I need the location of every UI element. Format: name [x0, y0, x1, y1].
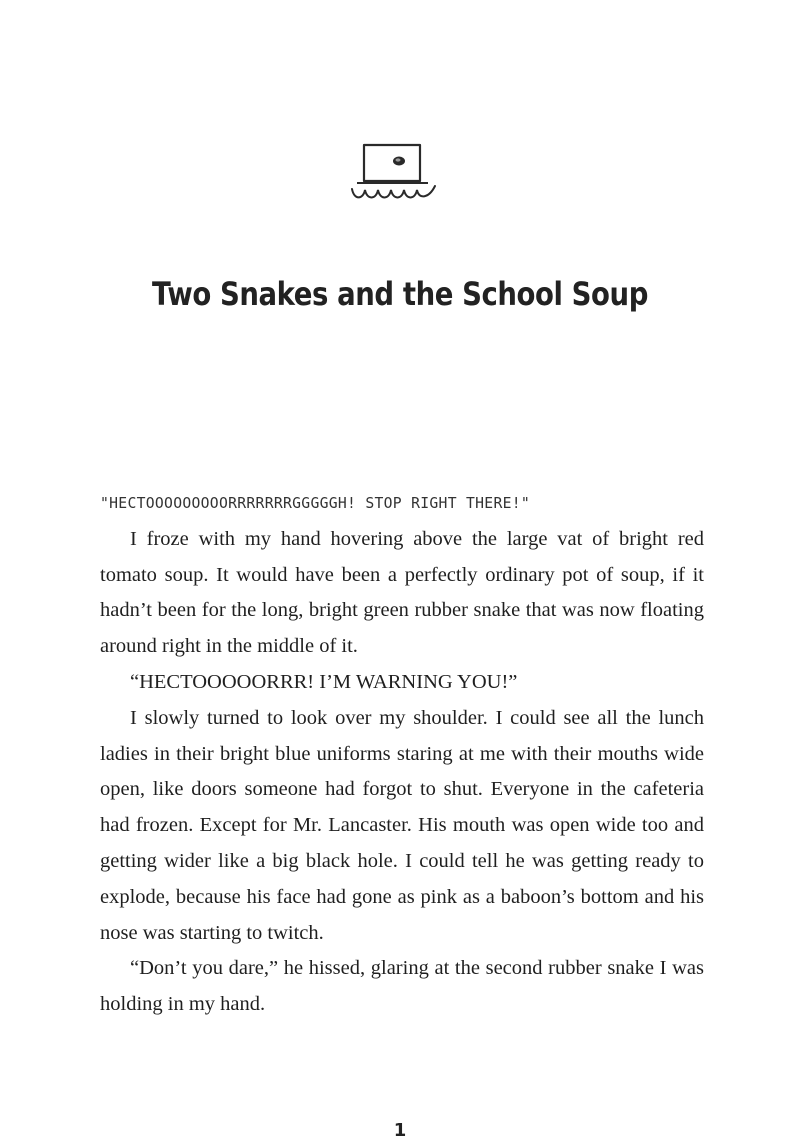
- paragraph: I froze with my hand hovering above the large vat of bright red tomato soup. It would have been a perfectly ordinary pot of soup, if it hadn’t been for the long, bright green rubber snake that was now floating around right in the middle of it.: [100, 527, 704, 658]
- chapter-title: Two Snakes and the School Soup: [152, 275, 648, 313]
- paragraph: “Don’t you dare,” he hissed, glaring at the second rubber snake I was holding in my hand.: [100, 957, 704, 1016]
- chapter-body: [100, 486, 704, 1023]
- paragraph: I slowly turned to look over my shoulder. I could see all the lunch ladies in their bright blue uniforms staring at me with their mouths wide open, like doors someone had forgot to shut. Everyone in the cafeteria had frozen. Except for Mr. Lancaster. His mouth was open wide too and getting wider like a big black hole. I could tell he was getting ready to explode, because his face had gone as pink as a baboon’s bottom and his nose was starting to twitch.: [100, 706, 704, 944]
- paragraph: “HECTOOOOORRR! I’M WARNING YOU!”: [130, 670, 518, 693]
- soup-pot-icon: [343, 140, 443, 220]
- paragraph: "HECTOOOOOOOOORRRRRRRGGGGGH! STOP RIGHT THERE!": [100, 494, 531, 512]
- page-number: 1: [393, 1120, 407, 1141]
